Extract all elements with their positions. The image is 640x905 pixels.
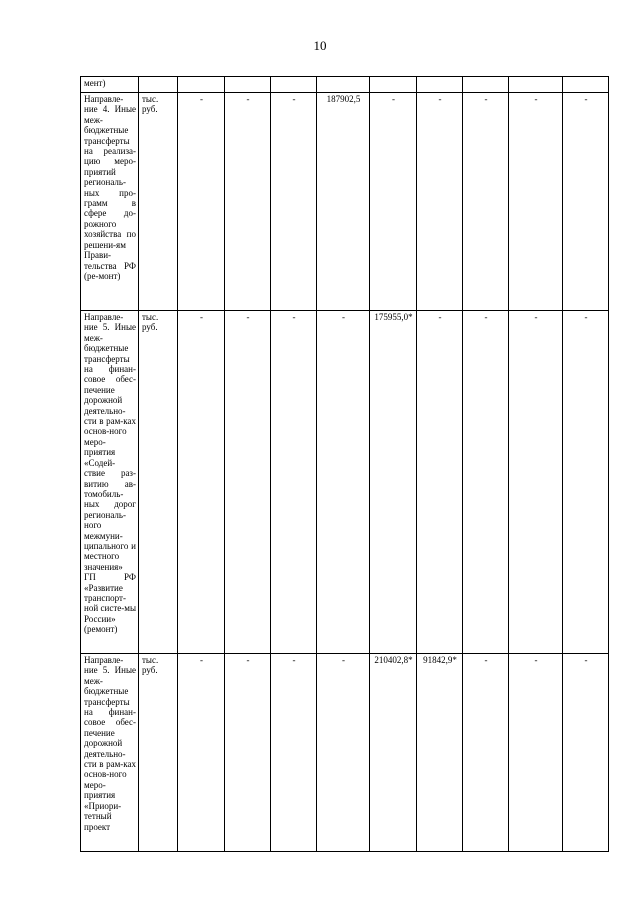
value-cell — [317, 77, 370, 93]
value-cell: - — [317, 311, 370, 654]
value-cell: - — [178, 654, 225, 852]
table-row — [81, 93, 609, 311]
value-cell: - — [509, 311, 563, 654]
value-cell: 175955,0* — [370, 311, 417, 654]
value-cell — [509, 77, 563, 93]
value-cell: 187902,5 — [317, 93, 370, 311]
value-cell: - — [271, 654, 317, 852]
value-cell: - — [271, 93, 317, 311]
unit-cell: тыс. руб. — [139, 93, 178, 311]
value-cell: - — [317, 654, 370, 852]
value-cell: - — [178, 311, 225, 654]
value-cell: - — [225, 654, 271, 852]
value-cell: 91842,9* — [417, 654, 463, 852]
value-cell — [225, 77, 271, 93]
unit-cell: тыс. руб. — [139, 654, 178, 852]
page-number: 10 — [313, 38, 327, 53]
budget-table — [80, 76, 609, 852]
table-row — [81, 77, 609, 93]
direction-name-cell: Направле-ние 5. Иные меж-бюджетные трансферты на финан-совое обес-печение дорожной деятельно-сти в рам-ках основ-ного меро-приятия «Приори-тетный проект — [81, 654, 139, 852]
value-cell: - — [563, 311, 609, 654]
value-cell: - — [463, 93, 509, 311]
unit-cell: тыс. руб. — [139, 311, 178, 654]
value-cell — [370, 77, 417, 93]
value-cell: 210402,8* — [370, 654, 417, 852]
value-cell: - — [417, 93, 463, 311]
value-cell: - — [225, 311, 271, 654]
value-cell: - — [271, 311, 317, 654]
value-cell: - — [370, 93, 417, 311]
value-cell: - — [417, 311, 463, 654]
value-cell: - — [463, 654, 509, 852]
value-cell — [563, 77, 609, 93]
value-cell — [178, 77, 225, 93]
value-cell: - — [178, 93, 225, 311]
value-cell: - — [509, 654, 563, 852]
value-cell — [271, 77, 317, 93]
direction-name-cell: Направле-ние 5. Иные меж-бюджетные трансферты на финан-совое обес-печение дорожной деятельно-сти в рам-ках основ-ного меро-приятия «Содей-ствие раз-витию ав-томобиль-ных дорог региональ-ного межмуни-ципального и местного значения» ГП РФ «Развитие транспорт-ной систе-мы России» (ремонт) — [81, 311, 139, 654]
unit-cell — [139, 77, 178, 93]
direction-name-cell: мент) — [81, 77, 139, 93]
direction-name-cell: Направле-ние 4. Иные меж-бюджетные трансферты на реализа-цию меро-приятий региональ-ных про-грамм в сфере до-рожного хозяйства по решени-ям Прави-тельства РФ (ре-монт) — [81, 93, 139, 311]
value-cell — [417, 77, 463, 93]
value-cell: - — [463, 311, 509, 654]
value-cell: - — [563, 654, 609, 852]
table-row — [81, 654, 609, 852]
table-row — [81, 311, 609, 654]
value-cell: - — [563, 93, 609, 311]
value-cell — [463, 77, 509, 93]
value-cell: - — [509, 93, 563, 311]
value-cell: - — [225, 93, 271, 311]
